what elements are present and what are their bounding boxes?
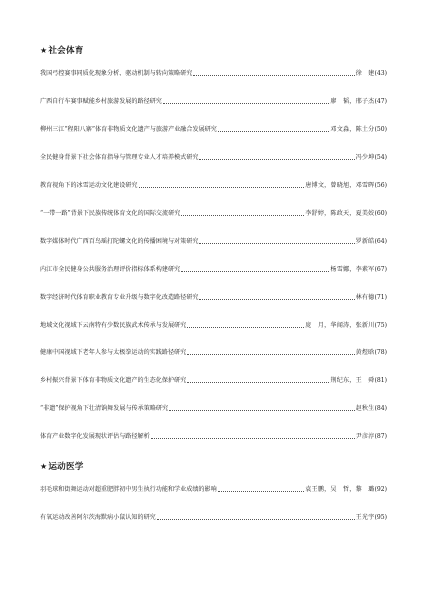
toc-entry[interactable]	[40, 403, 387, 413]
entry-author: 李舒婷，陈政天，夏美姣	[305, 210, 375, 217]
entry-author: 邓文淼，陈土分	[330, 126, 375, 133]
entry-author: 罗新皓	[355, 238, 375, 245]
entry-page: (92)	[374, 486, 387, 493]
dot-leader	[187, 326, 304, 328]
dot-leader	[157, 518, 355, 520]
toc-entry[interactable]	[40, 208, 387, 218]
entry-page: (43)	[374, 70, 387, 77]
toc-entry[interactable]	[40, 180, 387, 190]
section-heading-label: 社会体育	[48, 46, 84, 56]
entry-page: (81)	[374, 377, 387, 384]
toc-entry[interactable]	[40, 68, 387, 78]
entry-author: 唐博文，曾晓旭，邓雪晖	[305, 182, 375, 189]
entry-author: 庞 月，华闻涛，张新川	[305, 322, 375, 329]
toc-entry[interactable]	[40, 236, 387, 246]
entry-page: (71)	[374, 294, 387, 301]
entry-author: 徐 建	[355, 70, 375, 77]
entry-title: “一带一路”背景下民族传统体育文化的国际交流研究	[40, 210, 181, 217]
entry-author: 廖 韬，邢子杰	[330, 98, 375, 105]
entry-page: (54)	[374, 154, 387, 161]
dot-leader	[187, 353, 354, 355]
section-heading	[40, 44, 84, 56]
section-heading-label: 运动医学	[48, 462, 84, 472]
toc-entry[interactable]	[40, 292, 387, 302]
entry-author: 林有德	[355, 294, 375, 301]
dot-leader	[218, 130, 330, 132]
dot-leader	[181, 270, 329, 272]
entry-title: 乡村振兴背景下体育非物质文化遗产的生态化保护研究	[40, 377, 187, 384]
star-icon: ★	[40, 462, 48, 471]
entry-title: 羽毛球和街舞运动对超重肥胖初中男生执行功能和学业成绩的影响	[40, 486, 217, 493]
entry-author: 黄煜晗	[355, 349, 375, 356]
entry-title: 地域文化视域下云南特有少数民族武术传承与发展研究	[40, 322, 187, 329]
toc-entry[interactable]	[40, 124, 387, 134]
entry-title: 柳州三江“程阳八寨”体育非物质文化遗产与旅游产业融合发展研究	[40, 126, 217, 133]
entry-page: (95)	[374, 514, 387, 521]
toc-entry[interactable]	[40, 96, 387, 106]
entry-title: 体育产业数字化发展现状评估与路径解析	[40, 433, 150, 440]
entry-title: 内江市全民健身公共服务治理评价指标体系构建研究	[40, 266, 181, 273]
entry-page: (60)	[374, 210, 387, 217]
dot-leader	[163, 102, 330, 104]
dot-leader	[193, 74, 354, 76]
entry-author: 杨雪娜，李素军	[330, 266, 375, 273]
toc-entry[interactable]	[40, 431, 387, 441]
toc-entry[interactable]	[40, 484, 387, 494]
entry-page: (78)	[374, 349, 387, 356]
entry-author: 赵秋生	[355, 405, 375, 412]
dot-leader	[151, 437, 355, 439]
entry-title: 数字经济时代体育职业教育专业升级与数字化改造路径研究	[40, 294, 199, 301]
entry-page: (64)	[374, 238, 387, 245]
entry-title: 我国弓控赛事同质化现象分析、驱动机制与转向策略研究	[40, 70, 193, 77]
entry-title: 全民健身背景下社会体育指导与管理专业人才培养模式研究	[40, 154, 199, 161]
entry-author: 袁王鹏，吴 哲，黎 璐	[305, 486, 375, 493]
entry-title: 教育视角下的冰雪运动文化建设研究	[40, 182, 138, 189]
dot-leader	[181, 214, 304, 216]
toc-entry[interactable]	[40, 152, 387, 162]
dot-leader	[187, 381, 329, 383]
dot-leader	[199, 298, 354, 300]
entry-page: (87)	[374, 433, 387, 440]
dot-leader	[139, 186, 305, 188]
entry-page: (50)	[374, 126, 387, 133]
entry-author: 荆纪东，王 舜	[330, 377, 375, 384]
dot-leader	[218, 490, 305, 492]
entry-page: (75)	[374, 322, 387, 329]
entry-title: 广西自行车赛事赋能乡村旅游发展的路径研究	[40, 98, 162, 105]
toc-entry[interactable]	[40, 347, 387, 357]
entry-author: 王光宇	[355, 514, 375, 521]
star-icon: ★	[40, 46, 48, 55]
dot-leader	[199, 242, 354, 244]
entry-title: 有氧运动改善阿尔茨海默病小鼠认知的研究	[40, 514, 156, 521]
toc-entry[interactable]	[40, 264, 387, 274]
section-heading	[40, 460, 84, 472]
entry-page: (84)	[374, 405, 387, 412]
dot-leader	[169, 409, 354, 411]
entry-title: “非遗”保护视角下壮清饷舞发展与传承策略研究	[40, 405, 169, 412]
dot-leader	[199, 158, 354, 160]
entry-title: 健康中国视域下老年人参与太极拳运动的实践路径研究	[40, 349, 187, 356]
toc-entry[interactable]	[40, 512, 387, 522]
entry-page: (56)	[374, 182, 387, 189]
entry-author: 冯少坤	[355, 154, 375, 161]
entry-page: (47)	[374, 98, 387, 105]
entry-page: (67)	[374, 266, 387, 273]
toc-entry[interactable]	[40, 320, 387, 330]
entry-author: 尹彦淳	[355, 433, 375, 440]
toc-entry[interactable]	[40, 375, 387, 385]
entry-title: 数字媒体时代广西百鸟瑶打陀螺文化的传播困境与对策研究	[40, 238, 199, 245]
